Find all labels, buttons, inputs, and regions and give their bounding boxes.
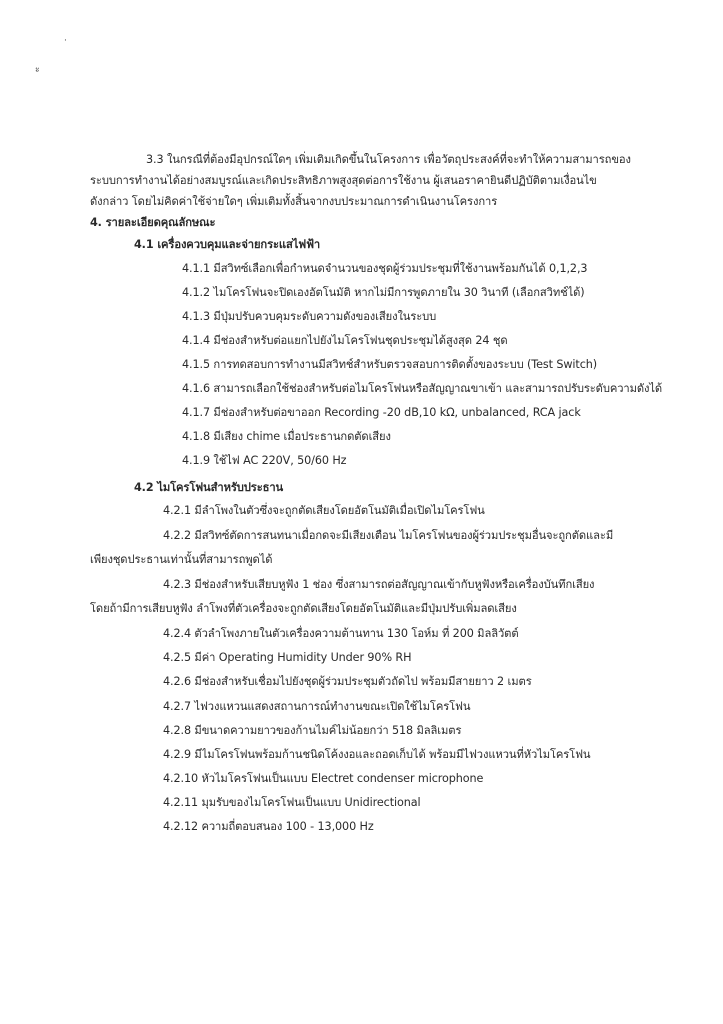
spec-item-4-1-9: 4.1.9 ใช้ไฟ AC 220V, 50/60 Hz — [182, 454, 347, 467]
spec-item-4-2-8: 4.2.8 มีขนาดความยาวของก้านไมค์ไม่น้อยกว่า 518 มิลลิเมตร — [163, 724, 462, 737]
paragraph-line: ดังกล่าว โดยไม่คิดค่าใช้จ่ายใดๆ เพิ่มเติมทั้งสิ้นจากงบประมาณการดำเนินงานโครงการ — [90, 195, 498, 208]
spec-item-4-2-9: 4.2.9 มีไมโครโฟนพร้อมก้านชนิดโค้งงอและถอดเก็บได้ พร้อมมีไฟวงแหวนที่หัวไมโครโฟน — [163, 748, 591, 761]
spec-item-4-1-5: 4.1.5 การทดสอบการทำงานมีสวิทช์สำหรับตรวจสอบการติดตั้งของระบบ (Test Switch) — [182, 358, 598, 371]
spec-item-4-2-2-continued: เพียงชุดประธานเท่านั้นที่สามารถพูดได้ — [90, 553, 273, 566]
spec-item-4-2-7: 4.2.7 ไฟวงแหวนแสดงสถานการณ์ทำงานขณะเปิดใช้ไมโครโฟน — [163, 700, 471, 713]
spec-item-4-2-3: 4.2.3 มีช่องสำหรับเสียบหูฟัง 1 ช่อง ซึ่งสามารถต่อสัญญาณเข้ากับหูฟังหรือเครื่องบันทึกเสียง — [163, 578, 595, 591]
spec-item-4-2-6: 4.2.6 มีช่องสำหรับเชื่อมไปยังชุดผู้ร่วมประชุมตัวถัดไป พร้อมมีสายยาว 2 เมตร — [163, 675, 532, 688]
spec-item-4-2-4: 4.2.4 ตัวลำโพงภายในตัวเครื่องความต้านทาน 130 โอห์ม ที่ 200 มิลลิวัตต์ — [163, 627, 519, 640]
spec-item-4-1-1: 4.1.1 มีสวิทซ์เลือกเพื่อกำหนดจำนวนของชุดผู้ร่วมประชุมที่ใช้งานพร้อมกันได้ 0,1,2,3 — [182, 262, 588, 275]
spec-item-4-1-2: 4.1.2 ไมโครโฟนจะปิดเองอัตโนมัติ หากไม่มีการพูดภายใน 30 วินาที (เลือกสวิทช์ได้) — [182, 286, 585, 299]
spec-item-4-1-6: 4.1.6 สามารถเลือกใช้ช่องสำหรับต่อไมโครโฟนหรือสัญญาณขาเข้า และสามารถปรับระดับความดังได้ — [182, 382, 663, 395]
spec-item-4-1-7: 4.1.7 มีช่องสำหรับต่อขาออก Recording -20 dB,10 kΩ, unbalanced, RCA jack — [182, 406, 581, 419]
spec-item-4-2-11: 4.2.11 มุมรับของไมโครโฟนเป็นแบบ Unidirectional — [163, 796, 421, 809]
section-4-2-heading: 4.2 ไมโครโฟนสำหรับประธาน — [134, 481, 284, 494]
spec-item-4-2-10: 4.2.10 หัวไมโครโฟนเป็นแบบ Electret condenser microphone — [163, 772, 484, 785]
spec-item-4-1-4: 4.1.4 มีช่องสำหรับต่อแยกไปยังไมโครโฟนชุดประชุมได้สูงสุด 24 ชุด — [182, 334, 508, 347]
section-4-1-heading: 4.1 เครื่องควบคุมและจ่ายกระแสไฟฟ้า — [134, 238, 321, 251]
spec-item-4-2-2: 4.2.2 มีสวิทซ์ตัดการสนทนาเมื่อกดจะมีเสียงเตือน ไมโครโฟนของผู้ร่วมประชุมอื่นจะถูกตัดและมี — [163, 529, 614, 542]
spec-item-4-1-8: 4.1.8 มีเสียง chime เมื่อประธานกดตัดเสียง — [182, 430, 391, 443]
spec-item-4-2-1: 4.2.1 มีลำโพงในตัวซึ่งจะถูกตัดเสียงโดยอัตโนมัติเมื่อเปิดไมโครโฟน — [163, 504, 485, 517]
scan-mark: ะ — [35, 65, 40, 75]
paragraph-line: 3.3 ในกรณีที่ต้องมีอุปกรณ์ใดๆ เพิ่มเติมเกิดขึ้นในโครงการ เพื่อวัตถุประสงค์ที่จะทำให้ความสามารถของ — [146, 153, 631, 166]
spec-item-4-2-5: 4.2.5 มีค่า Operating Humidity Under 90% RH — [163, 651, 412, 664]
spec-item-4-2-3-continued: โดยถ้ามีการเสียบหูฟัง ลำโพงที่ตัวเครื่องจะถูกตัดเสียงโดยอัตโนมัติและมีปุ่มปรับเพิ่มลดเสียง — [90, 602, 517, 615]
spec-item-4-1-3: 4.1.3 มีปุ่มปรับควบคุมระดับความดังของเสียงในระบบ — [182, 310, 437, 323]
paragraph-line: ระบบการทำงานได้อย่างสมบูรณ์และเกิดประสิทธิภาพสูงสุดต่อการใช้งาน ผู้เสนอราคายินดีปฏิบัติตามเงื่อนไข — [90, 174, 597, 187]
section-4-heading: 4. รายละเอียดคุณลักษณะ — [90, 216, 216, 229]
spec-item-4-2-12: 4.2.12 ความถี่ตอบสนอง 100 - 13,000 Hz — [163, 820, 374, 833]
scan-mark: · — [64, 36, 67, 46]
